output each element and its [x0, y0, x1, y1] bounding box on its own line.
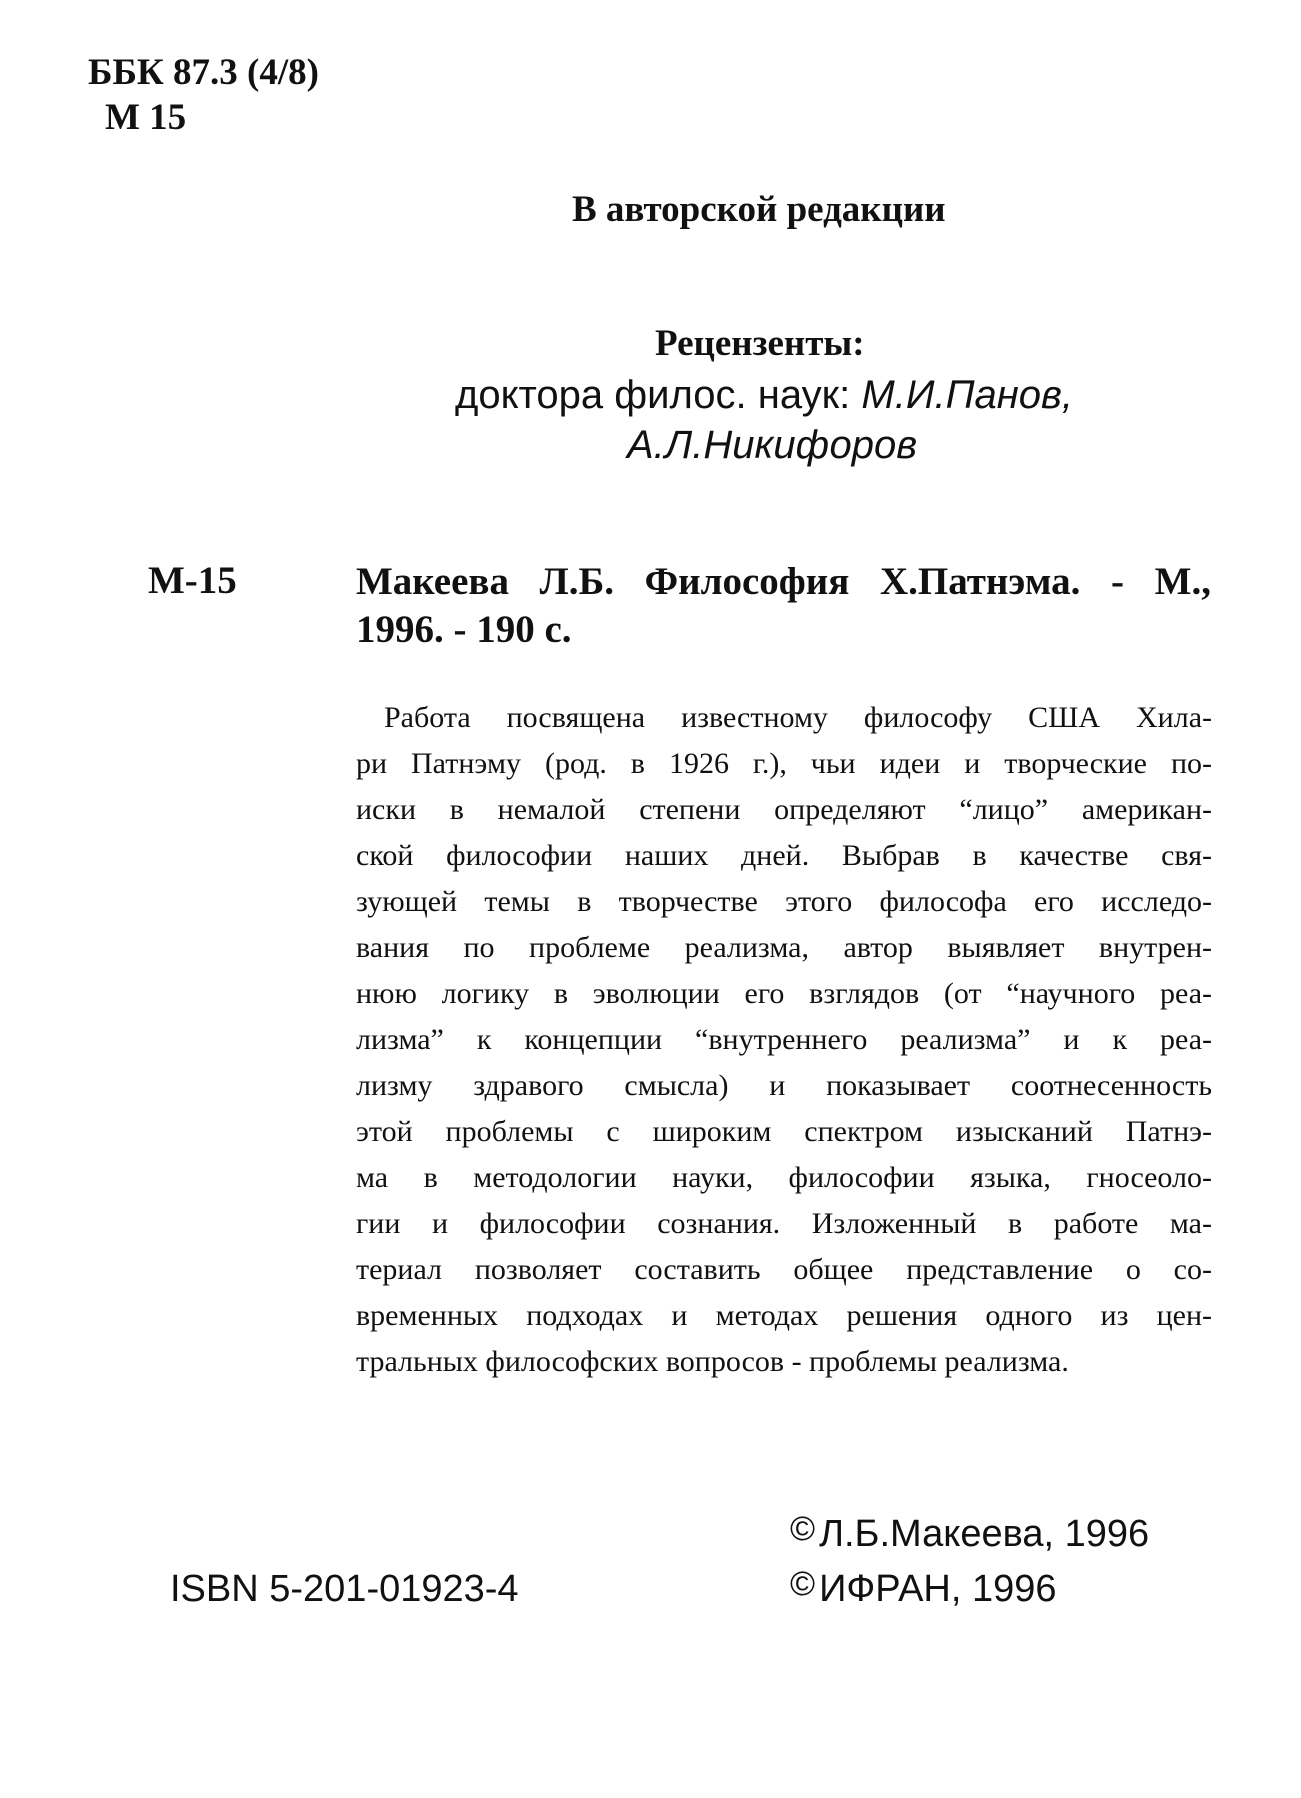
abstract-line: териал позволяет составить общее представление о со- — [356, 1253, 1212, 1286]
reviewer-1: М.И.Панов, — [861, 373, 1074, 417]
abstract-line: ма в методологии науки, философии языка, гносеоло- — [356, 1161, 1212, 1194]
abstract-line: тральных философских вопросов - проблемы реализма. — [356, 1345, 1069, 1378]
abstract-line: гии и философии сознания. Изложенный в работе ма- — [356, 1207, 1212, 1240]
copyright-publisher — [790, 1565, 1057, 1611]
reviewer-2: А.Л.Никифоров — [627, 423, 918, 467]
bbk-code: ББК 87.3 (4/8) — [88, 52, 319, 93]
copyright-publisher-text: ИФРАН, 1996 — [819, 1568, 1057, 1610]
abstract-line: ри Патнэму (род. в 1926 г.), чьи идеи и творческие по- — [356, 747, 1212, 780]
reviewers-heading: Рецензенты: — [655, 323, 865, 364]
catalog-line-1: Макеева Л.Б. Философия Х.Патнэма. - М., — [356, 560, 1211, 603]
abstract-line: Работа посвящена известному философу США Хила- — [384, 701, 1212, 734]
abstract-line: нюю логику в эволюции его взглядов (от “научного реа- — [356, 977, 1212, 1010]
catalog-entry — [356, 558, 1211, 654]
abstract-line: ской философии наших дней. Выбрав в качестве свя- — [356, 839, 1212, 872]
copyright-author — [790, 1510, 1149, 1556]
catalog-code: М-15 — [148, 559, 237, 602]
copyright-icon: © — [790, 1510, 816, 1548]
copyright-icon: © — [790, 1565, 816, 1603]
abstract-line: этой проблемы с широким спектром изысканий Патнэ- — [356, 1115, 1212, 1148]
edition-note: В авторской редакции — [572, 189, 946, 230]
abstract-line: зующей темы в творчестве этого философа его исследо- — [356, 885, 1212, 918]
abstract-line: лизма” к концепции “внутреннего реализма” и к реа- — [356, 1023, 1212, 1056]
reviewers-line — [455, 373, 1073, 418]
copyright-author-text: Л.Б.Макеева, 1996 — [819, 1513, 1150, 1555]
abstract — [356, 695, 1212, 1385]
author-mark: М 15 — [105, 97, 187, 138]
reviewers-prefix: доктора филос. наук: — [455, 373, 851, 417]
abstract-line: временных подходах и методах решения одного из цен- — [356, 1299, 1212, 1332]
isbn: ISBN 5-201-01923-4 — [170, 1568, 519, 1610]
abstract-line: вания по проблеме реализма, автор выявляет внутрен- — [356, 931, 1212, 964]
abstract-line: лизму здравого смысла) и показывает соотнесенность — [356, 1069, 1212, 1102]
abstract-line: иски в немалой степени определяют “лицо” американ- — [356, 793, 1212, 826]
catalog-line-2: 1996. - 190 с. — [356, 608, 572, 651]
